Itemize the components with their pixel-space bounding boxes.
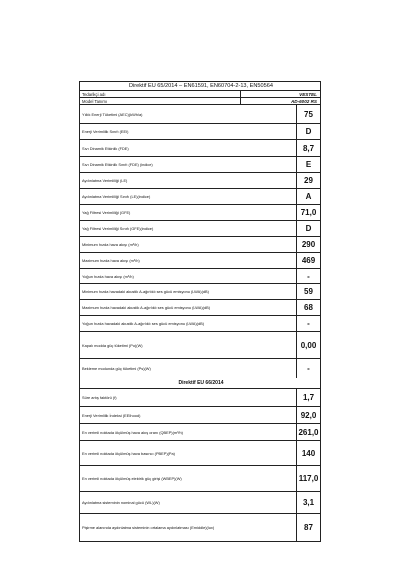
row-label: Yoğun hızda hava akışı (m³/h): [82, 273, 134, 279]
table-row: [80, 407, 320, 424]
row-label: Maximum hızda hava akışı (m³/h): [82, 258, 140, 263]
row-label: Enerji Verimlilik İndeksi (EEIhood): [82, 412, 141, 418]
row-label: Sıvı Dinamik Etkinlik (FDE): [82, 145, 129, 151]
row-value: 8,7: [296, 140, 320, 156]
energy-label-table: [79, 81, 321, 542]
row-value: 1,7: [296, 389, 320, 406]
supplier-row: [80, 91, 320, 98]
table-row: [80, 173, 320, 189]
row-label: En verimli noktada ölçülmüş hava basıncı (PBEP)(Pa): [82, 450, 175, 456]
table-row: [80, 105, 320, 124]
row-label: Maximum hızda havadaki akustik A-ağırlıklı ses gücü emisyonu (LWA)(dB): [82, 305, 211, 310]
row-value: 290: [296, 237, 320, 252]
row-value: E: [296, 157, 320, 172]
table-row: [80, 253, 320, 269]
row-value: -: [296, 316, 320, 331]
row-value: D: [296, 221, 320, 236]
table-row: [80, 124, 320, 140]
table-row: [80, 514, 320, 541]
row-value: 117,0: [296, 466, 320, 491]
row-value: -: [296, 359, 320, 378]
row-value: 92,0: [296, 407, 320, 423]
row-label: Bekleme modunda güç tüketimi (Ps)(W): [82, 366, 151, 371]
row-value: A: [296, 189, 320, 204]
row-value: 68: [296, 300, 320, 315]
model-row: [80, 98, 320, 105]
row-label: Aydınlatma Verimliliği (LE): [82, 178, 128, 183]
row-value: 140: [296, 441, 320, 465]
table-row: [80, 466, 320, 492]
row-value: -: [296, 269, 320, 283]
section2-title: Direktif EU 66/2014: [178, 380, 224, 386]
row-label: Minimum hızda havadaki akustik A-ağırlıklı ses gücü emisyonu (LWA)(dB): [82, 289, 209, 294]
row-label: Yıllık Enerji Tüketimi (AEC)(kWh/a): [82, 111, 143, 117]
table-row: [80, 269, 320, 284]
row-value: 0,00: [296, 332, 320, 358]
table-row: [80, 221, 320, 237]
row-label: Minimum hızda hava akışı (m³/h): [82, 242, 139, 247]
section-66-2014: [80, 389, 320, 541]
model-value: AD-6002 RS: [240, 98, 320, 104]
row-label: Aydınlatma Verimliliği Sınıfı (LE)(indice): [82, 194, 151, 199]
row-value: 3,1: [296, 492, 320, 513]
row-value: 75: [296, 105, 320, 123]
row-label: Yağ Filtresi Verimliliği (GFE): [82, 210, 131, 215]
row-label: Pişirme alanında aydınlatma sisteminin ortalama aydınlatması (Emiddle)(lux): [82, 525, 215, 530]
row-label: Enerji Verimlilik Sınıfı (EEI): [82, 129, 129, 134]
row-label: Kapalı modda güç tüketimi (Po)(W): [82, 342, 143, 348]
row-value: D: [296, 124, 320, 139]
section2-title-row: [80, 378, 320, 389]
row-label: Süre artış faktörü (f): [82, 395, 117, 400]
row-value: 29: [296, 173, 320, 188]
row-label: Sıvı Dinamik Etkinlik Sınıfı (FDE) (indice): [82, 162, 153, 167]
table-row: [80, 441, 320, 466]
supplier-label: Tedarikçi adı: [82, 91, 106, 97]
table-row: [80, 332, 320, 359]
table-title: Direktif EU 65/2014 – EN61591, EN60704-2-13, EN50564: [129, 83, 273, 89]
section-65-2014: [80, 105, 320, 378]
row-label: Yağ Filtresi Verimliliği Sınıfı (GFE)(indice): [82, 226, 154, 231]
row-label: En verimli noktada ölçülmüş elektrik güç girişi (WBEP)(W): [82, 476, 182, 481]
table-row: [80, 316, 320, 332]
row-value: 87: [296, 514, 320, 541]
table-row: [80, 157, 320, 173]
table-row: [80, 424, 320, 441]
table-row: [80, 140, 320, 157]
row-value: 71,0: [296, 205, 320, 220]
table-row: [80, 389, 320, 407]
table-row: [80, 284, 320, 300]
table-row: [80, 359, 320, 378]
row-value: 59: [296, 284, 320, 299]
model-label: Model Tanımı: [82, 98, 108, 104]
row-label: Yoğun hızda havadaki akustik A-ağırlıklı ses gücü emisyonu (LWA)(dB): [82, 321, 205, 326]
table-row: [80, 492, 320, 514]
table-row: [80, 189, 320, 205]
row-value: 261,0: [296, 424, 320, 440]
table-row: [80, 205, 320, 221]
row-value: 469: [296, 253, 320, 268]
table-row: [80, 237, 320, 253]
table-row: [80, 300, 320, 316]
row-label: En verimli noktada ölçülmüş hava akış oranı (QBEP)(m³/h): [82, 429, 183, 435]
supplier-value: VESTEL: [240, 91, 320, 97]
table-title-row: [80, 82, 320, 91]
row-label: Aydınlatma sisteminin nominal gücü (WL)(W): [82, 500, 160, 505]
